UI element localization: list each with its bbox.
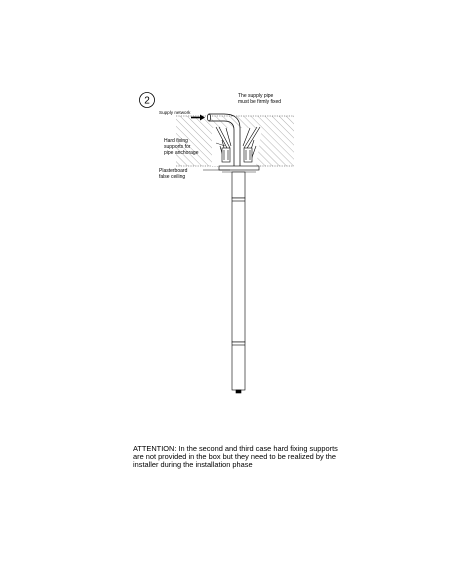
- hard-fixing-label-3: pipe anchorage: [164, 150, 199, 156]
- plasterboard-plate: [219, 166, 259, 172]
- attention-line-2: are not provided in the box but they need to be realized by the: [133, 452, 336, 462]
- plasterboard-label-1: Plasterboard: [159, 168, 188, 174]
- supply-network-label: Supply network: [159, 110, 191, 115]
- supply-pipe-label-2: must be firmly fixed: [238, 99, 282, 105]
- step-number-badge: [140, 93, 155, 108]
- supply-pipe-label-1: The supply pipe: [238, 93, 274, 99]
- attention-line-3: installer during the installation phase: [133, 460, 253, 470]
- attention-note: [133, 445, 348, 469]
- vertical-pole: [232, 172, 245, 393]
- step-number: 2: [144, 95, 150, 107]
- hard-fixing-label-2: supports for: [164, 144, 191, 150]
- plasterboard-label-2: false ceiling: [159, 174, 186, 180]
- hard-fixing-label-1: Hard fixing: [164, 138, 188, 144]
- attention-line-1: ATTENTION: In the second and third case hard fixing supports: [133, 444, 338, 453]
